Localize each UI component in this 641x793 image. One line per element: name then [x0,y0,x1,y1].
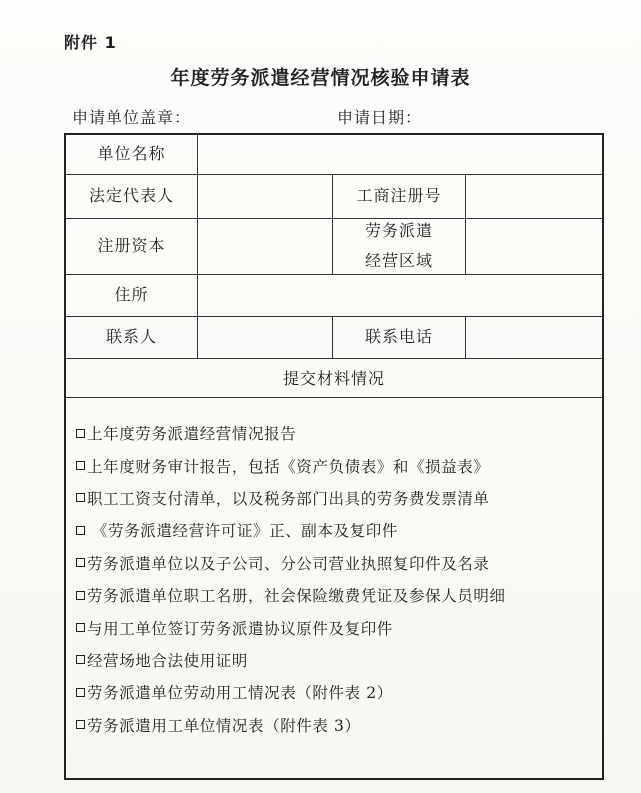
material-item-label: 劳务派遣单位职工名册，社会保险缴费凭证及参保人员明细 [87,587,506,606]
address-label: 住所 [66,274,198,316]
document-title: 年度劳务派遣经营情况核验申请表 [170,67,471,89]
application-form-table [64,133,604,780]
unit-name-row [66,135,602,175]
material-item-label: 上年度劳务派遣经营情况报告 [87,425,297,444]
registered-capital-input-cell[interactable] [198,218,333,274]
checkbox-empty-icon[interactable] [76,493,85,502]
address-input-cell[interactable] [198,274,602,316]
material-item [76,644,596,676]
legal-representative-input-cell[interactable] [198,174,333,218]
contact-phone-input-cell[interactable] [466,316,602,358]
material-item-label: 劳务派遣单位劳动用工情况表（附件表 2） [87,684,393,703]
checkbox-empty-icon[interactable] [76,461,85,470]
application-date-label: 申请日期： [337,108,423,127]
checkbox-empty-icon[interactable] [76,720,85,729]
submitted-materials-title-row [66,358,602,398]
checkbox-empty-icon[interactable] [76,429,85,438]
material-item [76,449,596,481]
material-item [76,611,596,643]
material-item [76,709,596,741]
business-registration-no-label: 工商注册号 [333,174,466,218]
material-item-label: 与用工单位签订劳务派遣协议原件及复印件 [87,619,393,638]
contact-person-label: 联系人 [66,316,198,358]
form-header-fields [72,105,592,129]
submitted-materials-title: 提交材料情况 [282,369,385,388]
material-item-label: 《劳务派遣经营许可证》正、副本及复印件 [92,522,398,541]
material-item-label: 职工工资支付清单，以及税务部门出具的劳务费发票清单 [87,489,490,508]
material-item [76,514,596,546]
contact-row [66,316,602,359]
material-item-label: 劳务派遣单位以及子公司、分公司营业执照复印件及名录 [87,554,490,573]
checkbox-empty-icon[interactable] [76,688,85,697]
checkbox-empty-icon[interactable] [76,526,85,535]
unit-name-input-cell[interactable] [198,135,602,174]
material-item-label: 上年度财务审计报告，包括《资产负债表》和《损益表》 [87,457,490,476]
submitted-materials-list [76,417,596,741]
legal-representative-row [66,174,602,219]
checkbox-empty-icon[interactable] [76,623,85,632]
dispatch-area-label-line-2: 经营区域 [364,251,433,270]
dispatch-area-input-cell[interactable] [466,218,602,274]
contact-person-input-cell[interactable] [198,316,333,358]
registered-capital-label: 注册资本 [66,218,198,274]
checkbox-empty-icon[interactable] [76,591,85,600]
legal-representative-label: 法定代表人 [66,174,198,218]
dispatch-area-label-line-1: 劳务派遣 [364,220,433,240]
material-item-label: 经营场地合法使用证明 [87,651,249,670]
registered-capital-row [66,218,602,275]
material-item [76,482,596,514]
material-item [76,579,596,611]
dispatch-area-label [333,218,466,274]
checkbox-empty-icon[interactable] [76,558,85,567]
unit-name-label: 单位名称 [66,135,198,174]
material-item [76,547,596,579]
material-item-label: 劳务派遣用工单位情况表（附件表 3） [87,716,361,735]
contact-phone-label: 联系电话 [333,316,466,358]
address-row [66,274,602,317]
material-item [76,676,596,708]
applicant-seal-label: 申请单位盖章： [72,108,192,127]
attachment-label: 附件 1 [64,33,117,52]
material-item [76,417,596,449]
business-registration-no-input-cell[interactable] [466,174,602,218]
checkbox-empty-icon[interactable] [76,655,85,664]
